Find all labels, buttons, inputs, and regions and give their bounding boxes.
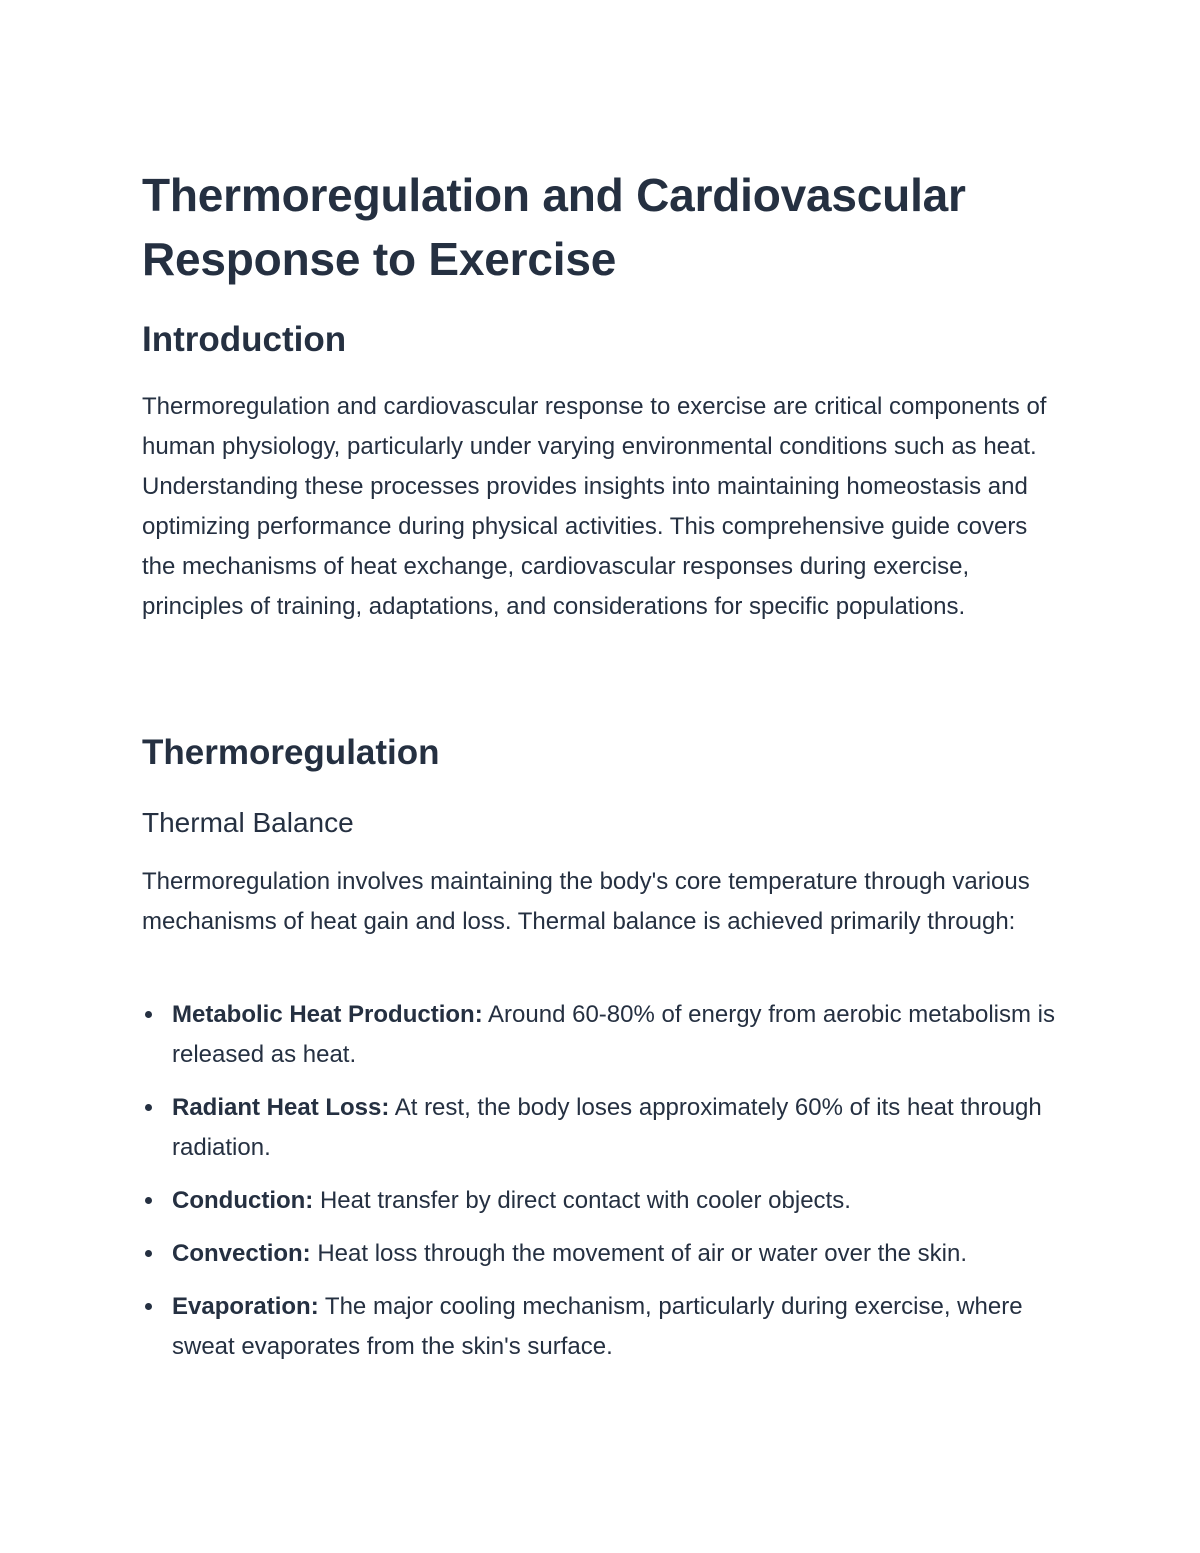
thermal-balance-paragraph: Thermoregulation involves maintaining the body's core temperature through various mechanisms of heat gain and loss. Thermal balance is achieved primarily through: [142,868,1030,935]
bullet-icon [145,1303,152,1310]
list-item-term: Conduction: [172,1187,314,1214]
list-item-text: Heat loss through the movement of air or water over the skin. [310,1240,967,1267]
thermal-balance-heading: Thermal Balance [142,807,354,838]
list-item [142,995,1062,1075]
list-item-term: Convection: [172,1240,311,1267]
list-item-text: At rest, the body loses approximately 60% of its heat through radiation. [172,1094,1042,1161]
document-title: Thermoregulation and Cardiovascular Response to Exercise [142,169,966,285]
list-item [142,1287,1062,1367]
list-item-text: The major cooling mechanism, particularly during exercise, where sweat evaporates from the skin's surface. [172,1293,1023,1360]
list-item [142,1181,1062,1221]
list-item-term: Radiant Heat Loss: [172,1094,390,1121]
list-item-text: Around 60-80% of energy from aerobic metabolism is released as heat. [172,1001,1055,1068]
list-item [142,1234,1062,1274]
introduction-paragraph: Thermoregulation and cardiovascular response to exercise are critical components of human physiology, particularly under varying environmental conditions such as heat. Understanding these processes provides insights into maintaining homeostasis and optimizing performance during physical activities. This comprehensive guide covers the mechanisms of heat exchange, cardiovascular responses during exercise, principles of training, adaptations, and considerations for specific populations. [142,393,1047,620]
list-item [142,1088,1062,1168]
list-item-text: Heat transfer by direct contact with cooler objects. [313,1187,851,1214]
bullet-icon [145,1250,152,1257]
introduction-heading: Introduction [142,320,347,359]
bullet-icon [145,1011,152,1018]
bullet-icon [145,1104,152,1111]
list-item-term: Metabolic Heat Production: [172,1001,483,1028]
thermoregulation-heading: Thermoregulation [142,733,440,772]
thermal-balance-list [142,995,1062,1380]
bullet-icon [145,1197,152,1204]
list-item-term: Evaporation: [172,1293,319,1320]
